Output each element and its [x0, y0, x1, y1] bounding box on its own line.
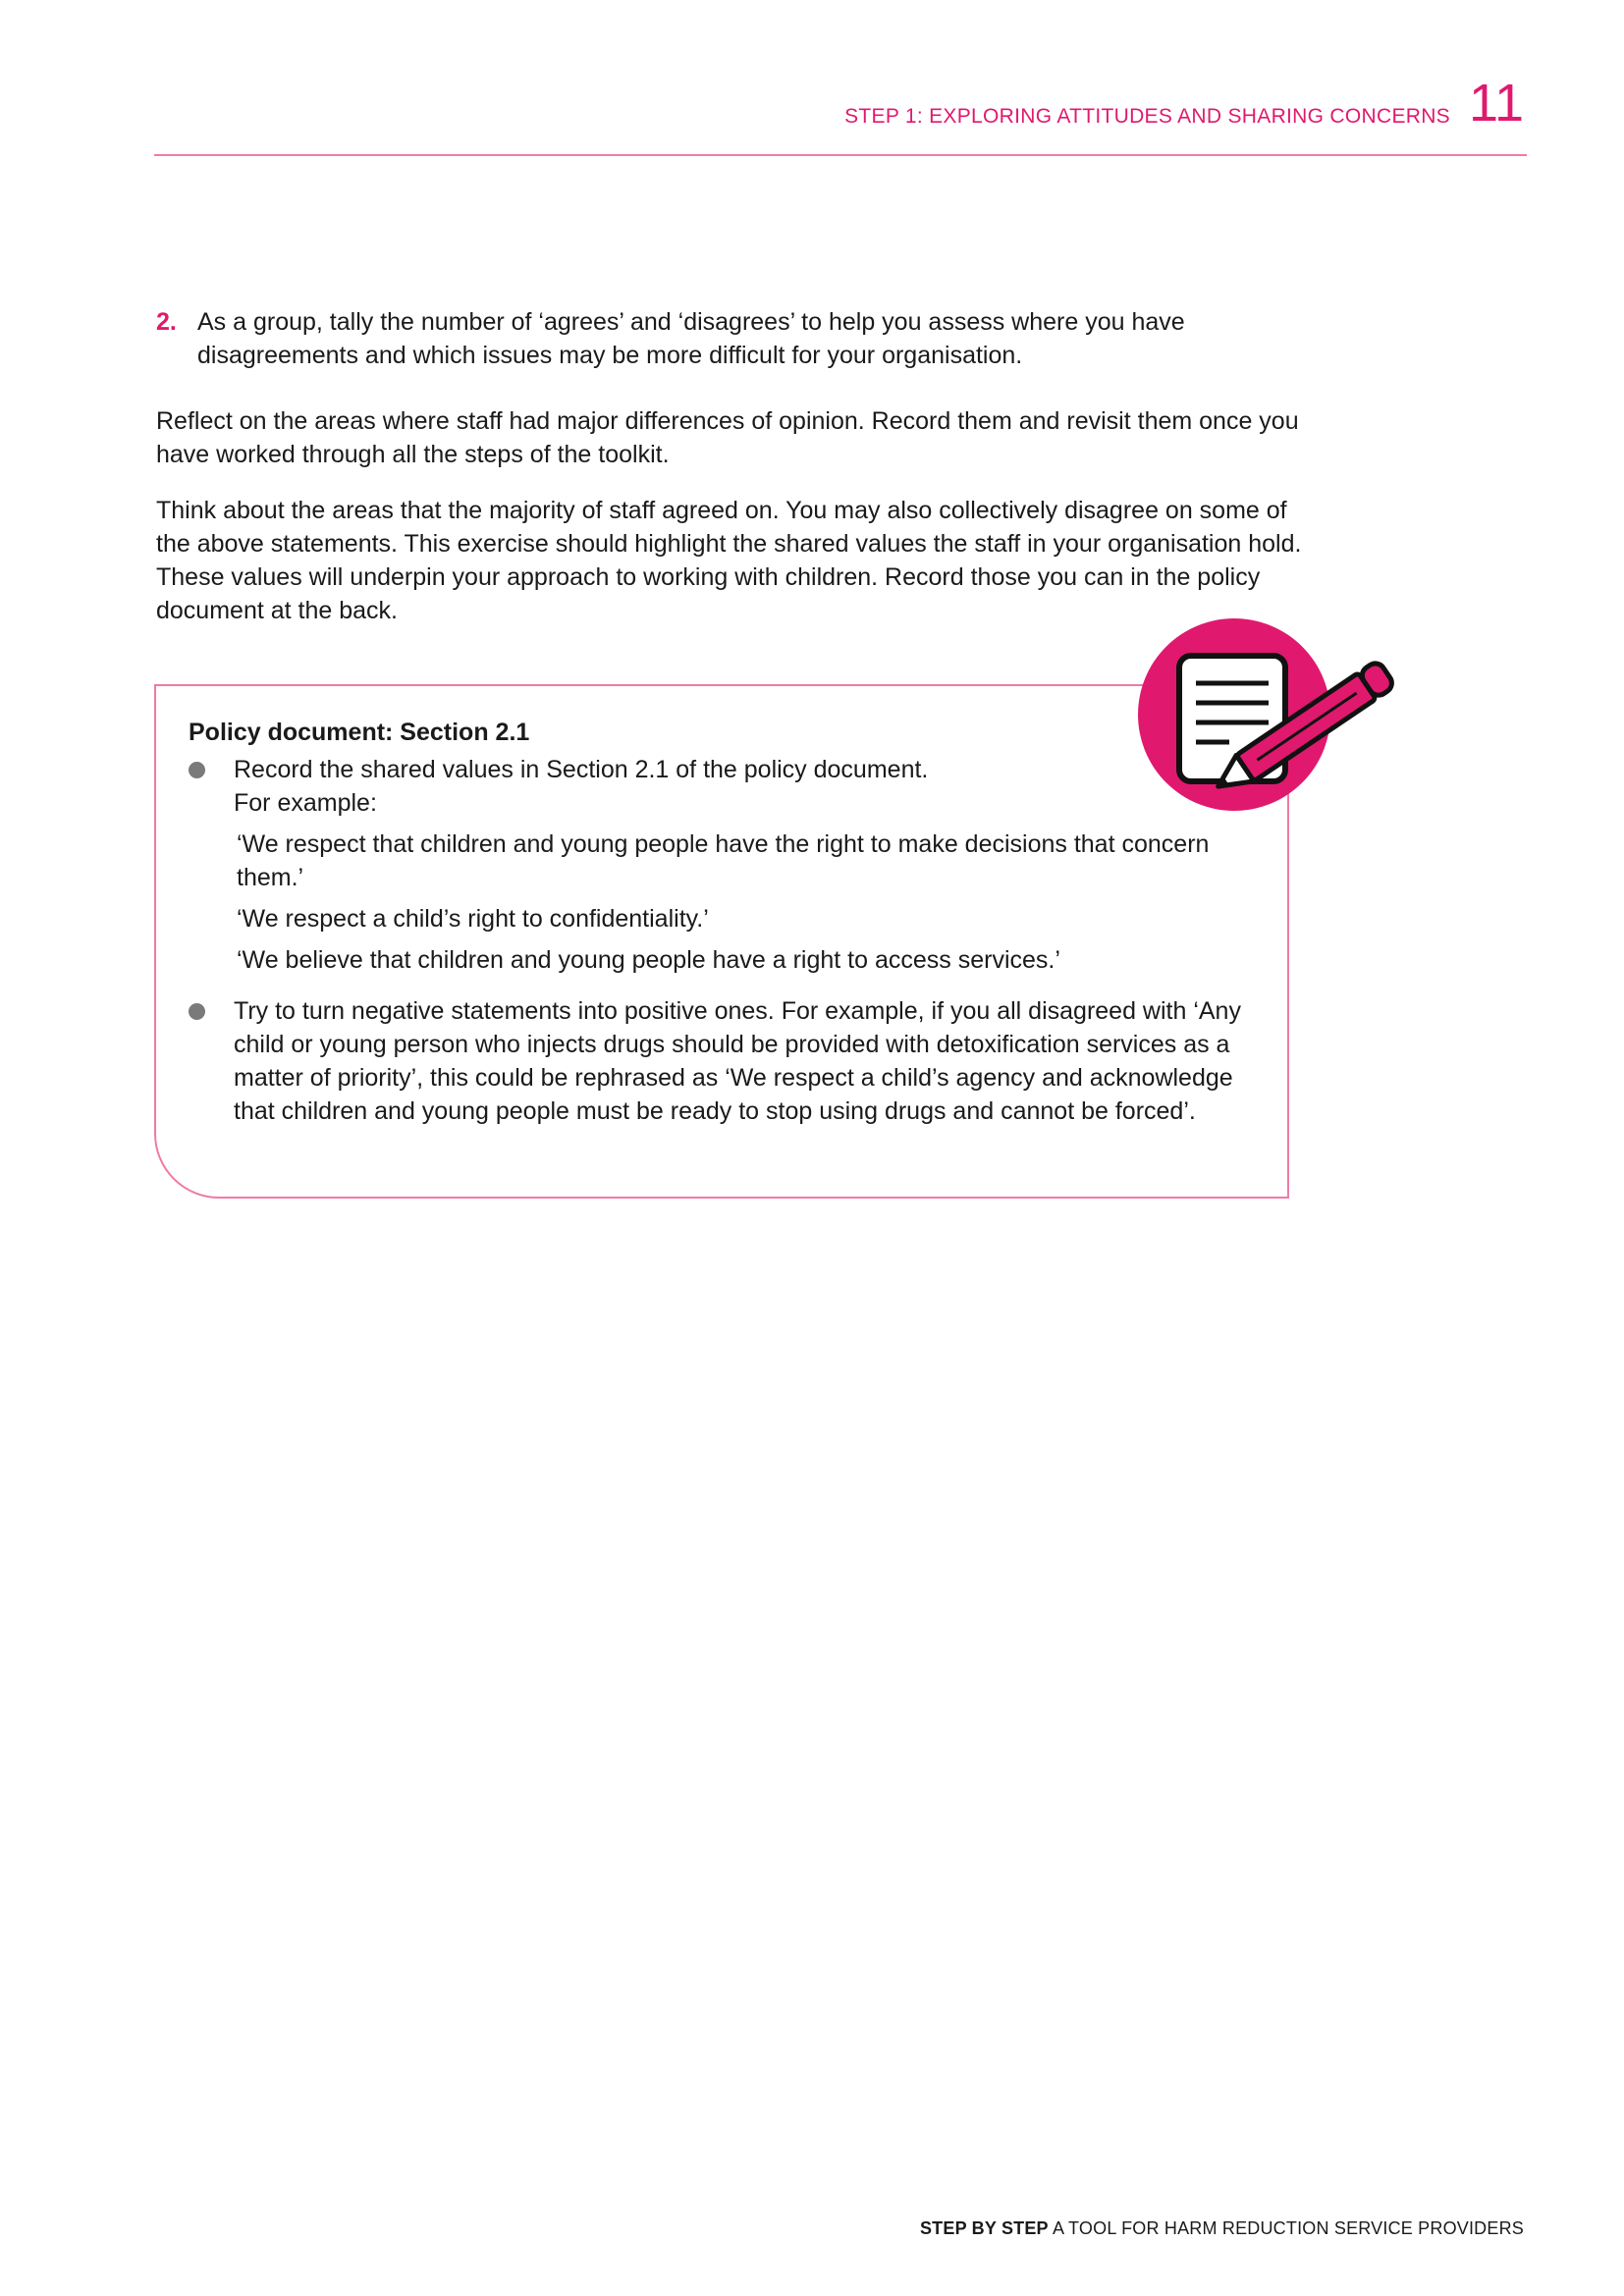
running-header: STEP 1: EXPLORING ATTITUDES AND SHARING CONCERNS: [844, 105, 1450, 128]
example-quote: ‘We respect that children and young people have the right to make decisions that concern them.’: [237, 830, 1210, 891]
item-text: As a group, tally the number of ‘agrees’ and ‘disagrees’ to help you assess where you have disagreements and which issues may be more difficult for your organisation.: [197, 308, 1185, 369]
header-divider: [154, 154, 1527, 156]
example-quote: ‘We respect a child’s right to confidentiality.’: [237, 905, 709, 933]
policy-box-title: Policy document: Section 2.1: [189, 719, 530, 746]
paragraph-think: Think about the areas that the majority of staff agreed on. You may also collectively disagree on some of the above statements. This exercise should highlight the shared values the staff in your organisation hold. These values will underpin your approach to working with children. Record those you can in the policy document at the back.: [156, 497, 1302, 624]
bullet-item-2: [189, 994, 1269, 1128]
bullet-icon: [189, 1003, 205, 1020]
numbered-item: [156, 305, 1285, 372]
policy-document-box: [154, 684, 1289, 1199]
footer-subtitle: A TOOL FOR HARM REDUCTION SERVICE PROVIDERS: [1048, 2218, 1524, 2238]
bullet-1-text: Record the shared values in Section 2.1 of the policy document.: [234, 756, 929, 783]
bullet-2-text: Try to turn negative statements into positive ones. For example, if you all disagreed with ‘Any child or young person who injects drugs should be provided with detoxification services as a matter of priority’, this could be rephrased as ‘We respect a child’s agency and acknowledge that children and young people must be ready to stop using drugs and cannot be forced’.: [234, 997, 1241, 1125]
paragraph-reflect: Reflect on the areas where staff had major differences of opinion. Record them and revisit them once you have worked through all the steps of the toolkit.: [156, 407, 1299, 468]
footer: [920, 2218, 1524, 2239]
document-pencil-icon: [1135, 616, 1420, 813]
page-number: 11: [1468, 74, 1524, 133]
bullet-item-1: [189, 753, 1269, 977]
example-label: For example:: [234, 789, 377, 817]
footer-bold: STEP BY STEP: [919, 2218, 1049, 2238]
item-number: 2.: [156, 308, 177, 336]
bullet-icon: [189, 762, 205, 778]
example-quote: ‘We believe that children and young people have a right to access services.’: [237, 946, 1060, 974]
